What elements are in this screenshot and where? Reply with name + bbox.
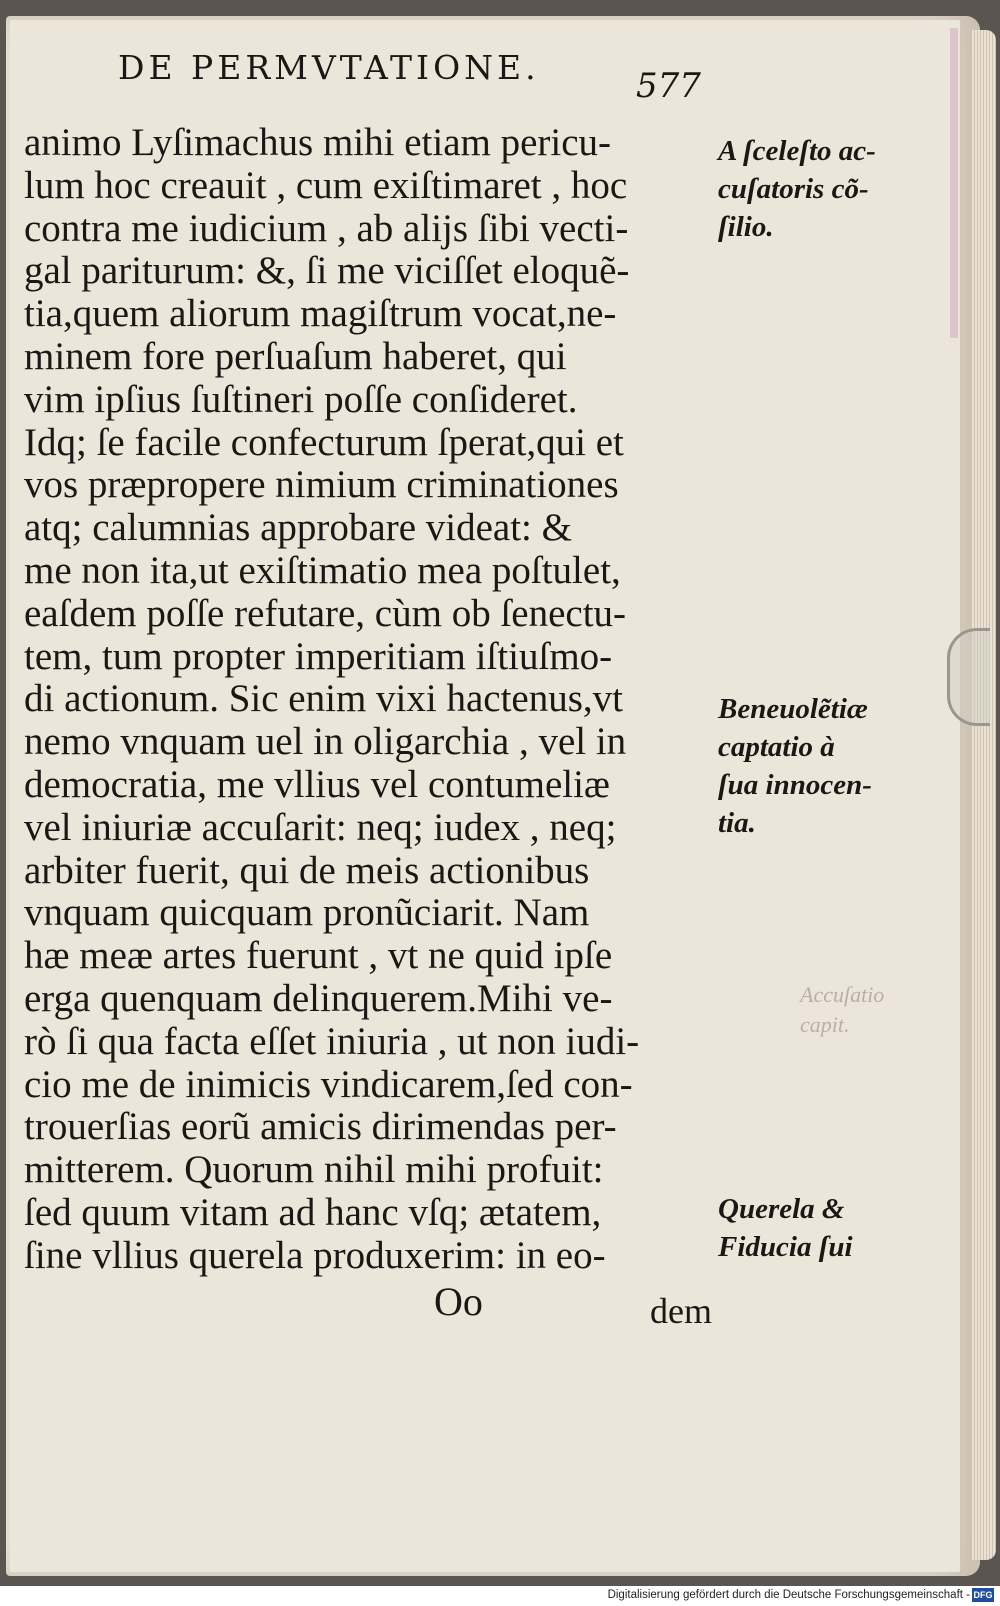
- text-line: erga quenquam delinquerem.Mihi ve-: [24, 977, 613, 1020]
- marginal-note-2: [718, 690, 872, 842]
- marginal-note-line: captatio à: [718, 731, 835, 763]
- text-line: trouerſias eorũ amicis dirimendas per-: [24, 1106, 617, 1149]
- running-header: DE PERMVTATIONE.: [118, 48, 540, 87]
- text-line: democratia, me vllius vel contumeliæ: [24, 763, 610, 806]
- body-text: [24, 122, 714, 1278]
- text-line: tia,quem aliorum magiſtrum vocat,ne-: [24, 293, 617, 336]
- marginal-note-line: Beneuolẽtiæ: [718, 693, 868, 725]
- footer-bar: [0, 1586, 1000, 1606]
- text-line: lum hoc creauit , cum exiſtimaret , hoc: [24, 164, 628, 207]
- text-line: vnquam quicquam pronũciarit. Nam: [24, 892, 590, 935]
- text-line: di actionum. Sic enim vixi hactenus,vt: [24, 678, 623, 721]
- text-line: cio me de inimicis vindicarem,ſed con-: [24, 1063, 633, 1106]
- marginal-note-line: A ſceleſto ac-: [718, 135, 876, 167]
- signature-mark: Oo: [434, 1279, 483, 1324]
- marginal-note-3: [718, 1190, 853, 1266]
- text-line: arbiter fuerit, qui de meis actionibus: [24, 849, 590, 892]
- text-line: eaſdem poſſe refutare, cùm ob ſenectu-: [24, 592, 627, 635]
- page-edges: [972, 30, 996, 1560]
- text-line: ſine vllius querela produxerim: in eo-: [24, 1234, 606, 1277]
- marginal-note-line: cuſatoris cõ-: [718, 173, 869, 205]
- bleed-through-line: Accuſatio: [800, 982, 885, 1007]
- text-line: vos præpropere nimium criminationes: [24, 464, 619, 507]
- marginal-note-line: Fiducia ſui: [718, 1231, 853, 1263]
- text-line: animo Lyſimachus mihi etiam pericu-: [24, 122, 612, 164]
- page-number: 577: [636, 66, 701, 106]
- text-line: atq; calumnias approbare videat: &: [24, 507, 572, 550]
- text-line: hæ meæ artes fuerunt , vt ne quid ipſe: [24, 935, 613, 978]
- marginal-note-line: ſua innocen-: [718, 769, 872, 801]
- text-line: me non ita,ut exiſtimatio mea poſtulet,: [24, 549, 621, 592]
- page-clip: [947, 628, 990, 726]
- text-line: vim ipſius ſuſtineri poſſe conſideret.: [24, 378, 578, 421]
- bleed-through-line: capit.: [800, 1012, 850, 1037]
- marginal-note-line: ſilio.: [718, 211, 774, 243]
- dfg-logo: DFG: [973, 1590, 993, 1600]
- marginal-note-line: tia.: [718, 807, 756, 839]
- text-line: mitterem. Quorum nihil mihi profuit:: [24, 1149, 604, 1192]
- bleed-through-text: [800, 980, 884, 1040]
- marginal-note-1: [718, 132, 876, 246]
- marginal-note-line: Querela &: [718, 1193, 845, 1225]
- text-line: rò ſi qua facta eſſet iniuria , ut non iudi-: [24, 1020, 640, 1063]
- text-line: contra me iudicium , ab alijs ſibi vecti-: [24, 207, 629, 250]
- text-line: gal pariturum: &, ſi me viciſſet eloquẽ-: [24, 250, 630, 293]
- text-line: ſed quum vitam ad hanc vſq; ætatem,: [24, 1191, 602, 1234]
- footer-credit: Digitalisierung gefördert durch die Deutsche Forschungsgemeinschaft -: [607, 1589, 970, 1601]
- catchword: dem: [650, 1291, 712, 1331]
- page-edge-stain: [950, 28, 958, 338]
- text-line: nemo vnquam uel in oligarchia , vel in: [24, 721, 627, 764]
- text-line: vel iniuriæ accuſarit: neq; iudex , neq;: [24, 806, 617, 849]
- text-line: tem, tum propter imperitiam iſtiuſmo-: [24, 635, 613, 678]
- text-line: Idq; ſe facile confecturum ſperat,qui et: [24, 421, 624, 464]
- text-line: minem fore perſuaſum haberet, qui: [24, 335, 567, 378]
